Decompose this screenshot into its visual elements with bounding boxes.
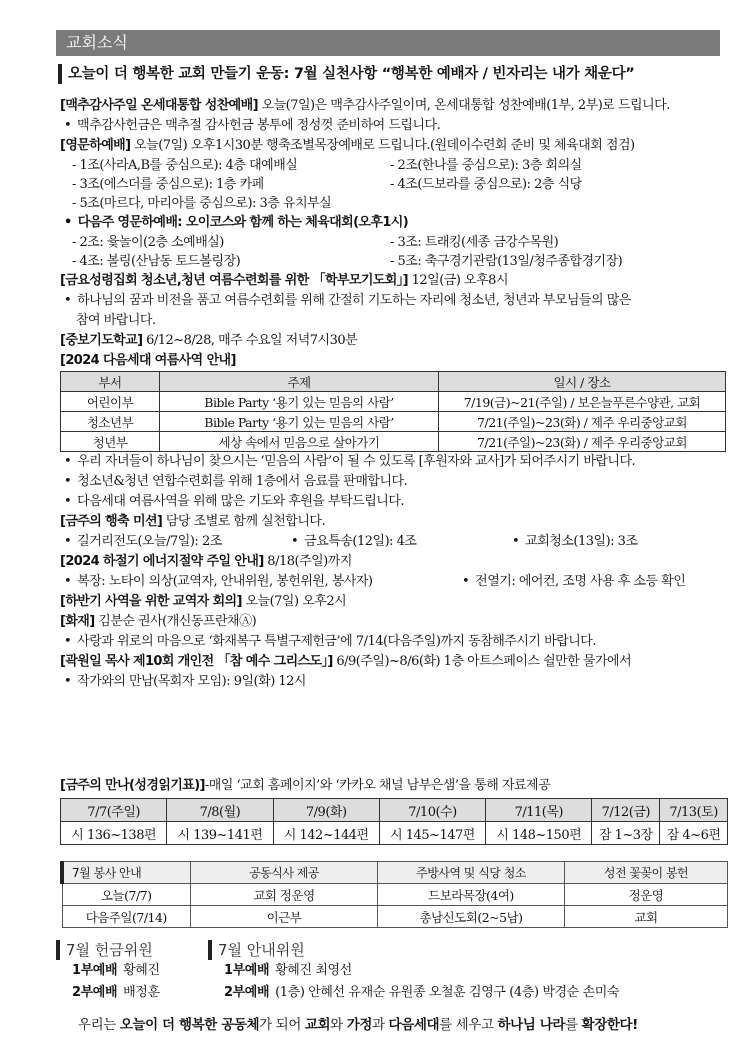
slogan-text: 를: [565, 1017, 582, 1033]
notice-bible-reading: [60, 776, 726, 796]
day-header: 7/10(수): [379, 799, 485, 822]
table-row: [61, 822, 728, 845]
notice-prayer-school: [60, 331, 726, 351]
column-header: 공동식사 제공: [191, 862, 378, 884]
slogan-emphasis: 하나님 나라: [497, 1017, 565, 1033]
group-item: - 5조: 축구경기관람(13일/청주종합경기장): [390, 254, 623, 269]
notice-bullet: • 하나님의 꿈과 비전을 품고 여름수련회를 위해 간절히 기도하는 자리에 청소년, 청년과 부모님들의 많은: [60, 291, 726, 311]
slogan-text: 가 되어: [259, 1017, 305, 1033]
group-item: - 2조(한나를 중심으로): 3층 회의실: [390, 158, 582, 173]
day-header: 7/9(화): [273, 799, 379, 822]
day-header: 7/13(토): [660, 799, 728, 822]
energy-row: [60, 572, 726, 592]
person-names: (1층) 안혜선 유재순 유원종 오철훈 김영구 (4층) 박경순 손미숙: [275, 985, 620, 1000]
summer-ministry-table: [60, 371, 726, 452]
notice-heading: [금요성령집회 청소년,청년 여름수련회를 위한 「학부모기도회」]: [60, 273, 408, 288]
mission-item: • 길거리전도(오늘/7일): 2조: [60, 534, 222, 549]
usher-row: [208, 982, 738, 1004]
notice-energy-saving: [60, 552, 726, 572]
column-header: 일시 / 장소: [439, 372, 726, 392]
service-label: 2부예배: [224, 985, 270, 1000]
group-row: [60, 194, 726, 213]
table-row: [61, 392, 726, 412]
notice-heading: [금주의 행축 미션]: [60, 514, 163, 529]
table-cell: 교회 정운영: [191, 884, 378, 906]
notice-heading: [금주의 만나(성경읽기표)]: [60, 778, 205, 793]
notice-text: 오늘(7일) 오후1시30분 행축조별목장예배로 드립니다.(원데이수련회 준비 및 체육대회 점검): [130, 138, 635, 153]
person-names: 황혜진: [123, 963, 160, 978]
notice-text: 6/9(주일)~8/6(화) 1층 아트스페이스 쉴만한 물가에서: [332, 654, 632, 669]
notice-heading: [중보기도학교]: [60, 333, 143, 348]
energy-item: • 복장: 노타이 의상(교역자, 안내위원, 봉헌위원, 봉사자): [60, 574, 372, 589]
day-header: 7/12(금): [592, 799, 660, 822]
notice-heading: [맥추감사주일 온세대통합 성찬예배]: [60, 98, 258, 113]
notice-text: 김분순 권사(개신동프란채Ⓐ): [94, 614, 257, 629]
group-row: [60, 233, 726, 252]
group-item: - 3조(에스더를 중심으로): 1층 카페: [72, 177, 264, 192]
group-row: [60, 175, 726, 194]
monthly-motto: 오늘이 더 행복한 교회 만들기 운동: 7월 실천사항 “행복한 예배자 / 빈자리는 내가 채운다”: [58, 64, 738, 84]
table-cell: 세상 속에서 믿음으로 살아가기: [160, 432, 439, 452]
reading-cell: 시 145~147편: [379, 822, 485, 845]
offering-row: [56, 960, 206, 982]
reading-cell: 시 136~138편: [61, 822, 167, 845]
table-header-row: [62, 862, 728, 884]
slogan-emphasis: 오늘이 더 행복한 공동체: [119, 1017, 260, 1033]
reading-cell: 시 139~141편: [167, 822, 273, 845]
table-row: [62, 906, 728, 928]
notice-text: 오늘(7일)은 맥추감사주일이며, 온세대통합 성찬예배(1부, 2부)로 드립니다.: [257, 98, 670, 113]
notice-heading: [영문하예배]: [60, 138, 131, 153]
table-header-row: [61, 372, 726, 392]
column-header: 성전 꽃꽂이 봉헌: [565, 862, 728, 884]
notice-heading: [2024 하절기 에너지절약 주일 안내]: [60, 554, 264, 569]
bible-reading-table: [60, 798, 728, 845]
notice-heading: [곽원일 목사 제10회 개인전 「참 예수 그리스도」]: [60, 654, 333, 669]
notice-bullet-cont: 참여 바랍니다.: [76, 313, 156, 328]
notice-bullet: • 다음세대 여름사역을 위해 많은 기도와 후원을 부탁드립니다.: [60, 492, 726, 512]
reading-cell: 잠 1~3장: [592, 822, 660, 845]
slogan-text: 를 세우고: [439, 1017, 498, 1033]
table-cell: 총남신도회(2~5남): [378, 906, 565, 928]
notice-young-adults: [60, 136, 726, 156]
group-item: - 2조: 윷놀이(2층 소예배실): [72, 235, 224, 250]
energy-item: • 전열기: 에어컨, 조명 사용 후 소등 확인: [458, 572, 685, 592]
group-item: - 3조: 트래킹(세종 금강수목원): [390, 235, 559, 250]
reading-cell: 시 142~144편: [273, 822, 379, 845]
group-item: - 5조(마르다, 마리아를 중심으로): 3층 유치부실: [72, 196, 332, 211]
day-header: 7/8(월): [167, 799, 273, 822]
slogan-emphasis: 확장한다!: [581, 1017, 638, 1033]
notice-text: 6/12~8/28, 매주 수요일 저녁7시30분: [142, 333, 358, 348]
table-cell: 다음주일(7/14): [62, 906, 191, 928]
table-cell: 교회: [565, 906, 728, 928]
table-cell: 7/19(금)~21(주일) / 보은늘푸른수양관, 교회: [439, 392, 726, 412]
column-header: 부서: [61, 372, 160, 392]
notice-thanksgiving: [60, 96, 726, 116]
table-row: [61, 412, 726, 432]
usher-title: 7월 안내위원: [208, 940, 738, 960]
notice-staff-meeting: [60, 592, 726, 612]
service-title: 7월 봉사 안내: [62, 862, 191, 884]
slogan-emphasis: 가정: [346, 1017, 372, 1033]
notice-heading: [화재]: [60, 614, 95, 629]
table-cell: 어린이부: [61, 392, 160, 412]
table-header-row: [61, 799, 728, 822]
notice-text: 담당 조별로 함께 실천합니다.: [162, 514, 326, 529]
column-header: 주제: [160, 372, 439, 392]
table-row: [61, 432, 726, 452]
slogan-text: 우리는: [78, 1017, 120, 1033]
group-row: [60, 252, 726, 271]
offering-title: 7월 헌금위원: [56, 940, 206, 960]
service-table: [60, 861, 728, 928]
mission-item: • 교회청소(13일): 3조: [508, 532, 638, 552]
table-cell: 청년부: [61, 432, 160, 452]
notice-parent-prayer: [60, 271, 726, 291]
column-header: 주방사역 및 식당 청소: [378, 862, 565, 884]
notice-fire: [60, 612, 726, 632]
notice-bullet: • 청소년&청년 연합수련회를 위해 1층에서 음료를 판매합니다.: [60, 472, 726, 492]
table-cell: 오늘(7/7): [62, 884, 191, 906]
table-cell: 드보라목장(4여): [378, 884, 565, 906]
notice-text: 12일(금) 오후8시: [407, 273, 508, 288]
service-label: 1부예배: [224, 963, 270, 978]
notice-heading: [하반기 사역을 위한 교역자 회의]: [60, 594, 242, 609]
notice-exhibition: [60, 652, 726, 672]
slogan-text: 과: [372, 1017, 389, 1033]
notice-text: 8/18(주일)까지: [263, 554, 352, 569]
vision-slogan: [78, 1013, 738, 1033]
offering-row: [56, 982, 206, 1004]
table-cell: 정운영: [565, 884, 728, 906]
person-names: 배정훈: [123, 985, 160, 1000]
notice-bullet: • 사랑과 위로의 마음으로 ‘화재복구 특별구제헌금’에 7/14(다음주일)까지 동참해주시기 바랍니다.: [60, 632, 726, 652]
notice-summer-ministry: [2024 다음세대 여름사역 안내]: [60, 353, 236, 368]
next-week-sports: • 다음주 영문하예배: 오이코스와 함께 하는 체육대회(오후1시): [60, 213, 726, 233]
group-row: [60, 156, 726, 175]
group-item: - 1조(사라A,B를 중심으로): 4층 대예배실: [72, 158, 298, 173]
table-cell: 청소년부: [61, 412, 160, 432]
table-cell: 이근부: [191, 906, 378, 928]
notice-bullet: • 맥추감사헌금은 맥추절 감사헌금 봉투에 정성껏 준비하여 드립니다.: [60, 116, 726, 136]
slogan-text: 와: [330, 1017, 347, 1033]
usher-row: [208, 960, 738, 982]
service-label: 2부예배: [72, 985, 118, 1000]
day-header: 7/11(목): [486, 799, 592, 822]
usher-committee: [208, 940, 738, 1004]
reading-cell: 잠 4~6편: [660, 822, 728, 845]
section-title: 교회소식: [56, 30, 720, 56]
table-cell: 7/21(주일)~23(화) / 제주 우리중앙교회: [439, 412, 726, 432]
day-header: 7/7(주일): [61, 799, 167, 822]
mission-row: [60, 532, 726, 552]
notice-text: -매일 ‘교회 홈페이지’와 ‘카카오 채널 남부은샘’을 통해 자료제공: [204, 778, 551, 793]
table-cell: Bible Party ‘용기 있는 믿음의 사람’: [160, 392, 439, 412]
service-label: 1부예배: [72, 963, 118, 978]
slogan-emphasis: 다음세대: [388, 1017, 440, 1033]
table-cell: Bible Party ‘용기 있는 믿음의 사람’: [160, 412, 439, 432]
notice-text: 오늘(7일) 오후2시: [241, 594, 347, 609]
mission-item: • 금요특송(12일): 4조: [287, 532, 417, 552]
slogan-emphasis: 교회: [304, 1017, 331, 1033]
offering-committee: [56, 940, 206, 1004]
notice-mission: [60, 512, 726, 532]
person-names: 황혜진 최영선: [275, 963, 352, 978]
group-item: - 4조(드보라를 중심으로): 2층 식당: [390, 177, 582, 192]
notice-bullet: • 작가와의 만남(목회자 모임): 9일(화) 12시: [60, 672, 726, 692]
reading-cell: 시 148~150편: [486, 822, 592, 845]
table-cell: 7/21(주일)~23(화) / 제주 우리중앙교회: [439, 432, 726, 452]
notice-bullet: • 우리 자녀들이 하나님이 찾으시는 ‘믿음의 사람’이 될 수 있도록 [후원자와 교사]가 되어주시기 바랍니다.: [60, 452, 726, 472]
group-item: - 4조: 볼링(산남동 토드볼링장): [72, 254, 241, 269]
news-content: [60, 96, 726, 692]
table-row: [62, 884, 728, 906]
